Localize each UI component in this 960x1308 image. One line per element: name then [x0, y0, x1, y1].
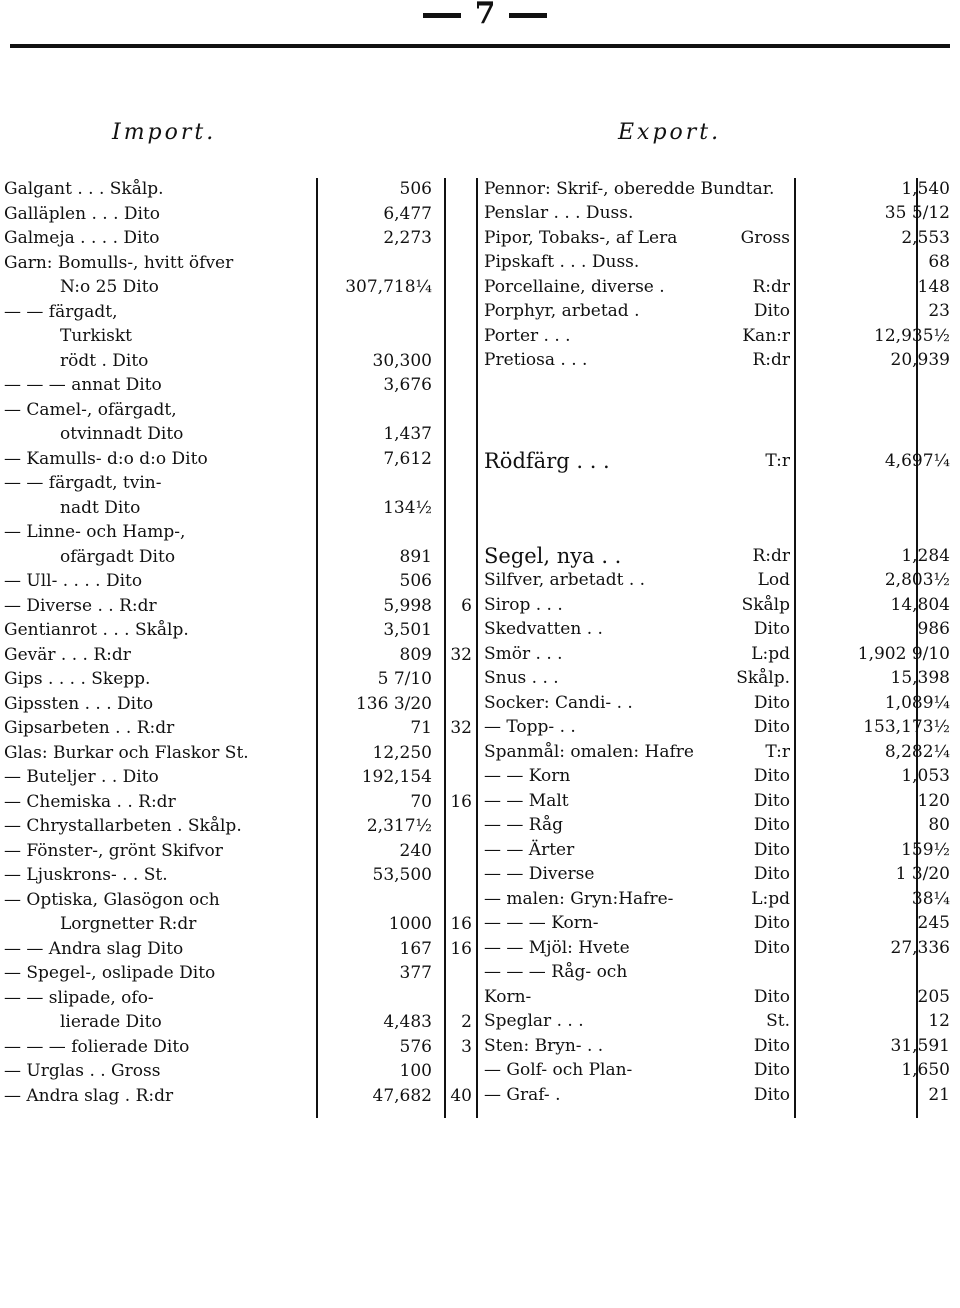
- export-row-item: Snus . . .: [484, 668, 559, 688]
- export-row-unit: Dito: [753, 717, 790, 737]
- import-row-item: — — — folierade Dito: [4, 1036, 190, 1057]
- import-row-value: 136 3/20: [355, 693, 432, 714]
- import-row-item: — Fönster-, grönt Skifvor: [4, 840, 223, 861]
- import-row-value: 134½: [383, 497, 432, 518]
- export-row-unit: Skålp.: [736, 668, 790, 688]
- import-row-value: 1,437: [383, 424, 432, 444]
- import-row-item: Galläplen . . . Dito: [4, 203, 161, 224]
- import-row-value: 3,676: [383, 375, 432, 395]
- import-row-item: ofärgadt Dito: [60, 546, 176, 567]
- import-row-item: nadt Dito: [60, 497, 141, 518]
- export-row-value: 80: [928, 815, 950, 835]
- export-row-item: — — Ärter: [484, 840, 575, 860]
- import-row-extra: 16: [450, 791, 472, 812]
- export-row-unit: Skålp: [741, 595, 790, 615]
- import-row-extra: 32: [450, 718, 472, 738]
- export-row-unit: Dito: [753, 1085, 790, 1105]
- page-number-text: 7: [474, 0, 496, 31]
- import-row-item: rödt . Dito: [60, 350, 149, 371]
- import-row-item: — — färgadt, tvin-: [4, 473, 162, 493]
- export-row-item: Porter . . .: [484, 326, 571, 346]
- import-row-extra: 2: [461, 1012, 472, 1032]
- export-row-item: — — Diverse: [484, 864, 595, 884]
- import-row-value: 7,612: [383, 448, 432, 469]
- export-row-unit: T:r: [765, 742, 790, 762]
- export-row-item: Sirop . . .: [484, 595, 563, 615]
- export-row-unit: Dito: [753, 987, 790, 1007]
- export-row-value: 205: [917, 987, 950, 1007]
- export-row-value: 31,591: [890, 1036, 950, 1056]
- export-row-value: 1,284: [901, 546, 950, 566]
- export-row-item: Sten: Bryn- . .: [484, 1036, 604, 1056]
- export-row-value: 21: [928, 1085, 950, 1105]
- export-row-unit: Kan:r: [742, 326, 790, 346]
- page-number-dash-right: [509, 13, 547, 18]
- import-row-value: 506: [399, 571, 432, 591]
- export-row-unit: Dito: [753, 791, 790, 811]
- export-row-value: 68: [928, 252, 950, 272]
- import-row-value: 5,998: [383, 595, 432, 616]
- import-row-value: 506: [399, 179, 432, 199]
- export-row-value: 14,804: [890, 595, 950, 615]
- export-row-item: — — Råg: [484, 815, 564, 835]
- export-row-value: 1,089¼: [884, 693, 950, 713]
- import-row-value: 71: [410, 718, 432, 738]
- import-row-value: 100: [399, 1061, 432, 1081]
- import-row-value: 2,317½: [366, 816, 432, 836]
- export-row-item: — — — Råg- och: [484, 962, 628, 982]
- import-row-item: Gips . . . . Skepp.: [4, 669, 151, 689]
- import-row-value: 4,483: [383, 1012, 432, 1032]
- export-row-unit: Gross: [740, 228, 790, 248]
- export-row-unit: R:dr: [752, 350, 790, 370]
- import-row-extra: 6: [461, 595, 472, 616]
- export-row-value: 27,336: [890, 938, 950, 958]
- import-row-item: — — färgadt,: [4, 301, 118, 322]
- import-row-item: — Ljuskrons- . . St.: [4, 865, 168, 885]
- export-row-unit: R:dr: [752, 277, 790, 297]
- export-row-unit: L:pd: [751, 644, 790, 664]
- export-row-value: 23: [928, 301, 950, 321]
- export-row-unit: Dito: [753, 938, 790, 958]
- import-row-value: 240: [399, 840, 432, 861]
- import-row-item: Gentianrot . . . Skålp.: [4, 620, 189, 640]
- import-row-item: — Diverse . . R:dr: [4, 595, 157, 616]
- import-row-value: 70: [410, 791, 432, 812]
- export-row-unit: Dito: [753, 913, 790, 933]
- import-row-item: — Spegel-, oslipade Dito: [4, 963, 216, 983]
- import-row-item: — Camel-, ofärgadt,: [4, 399, 177, 420]
- import-row-value: 809: [399, 644, 432, 665]
- export-row-item: — Golf- och Plan-: [484, 1060, 633, 1080]
- import-row-value: 5 7/10: [377, 669, 432, 689]
- export-row-item: Speglar . . .: [484, 1011, 584, 1031]
- export-column-rule-1: [794, 178, 796, 1118]
- import-row-value: 30,300: [372, 350, 432, 371]
- import-row-item: — Kamulls- d:o d:o Dito: [4, 448, 208, 469]
- export-row-item: Penslar . . . Duss.: [484, 203, 634, 223]
- export-row-value: 12: [928, 1011, 950, 1031]
- import-row-value: 1000: [388, 914, 432, 934]
- page-number-dash-left: [423, 13, 461, 18]
- export-row-value: 12,935½: [874, 326, 950, 346]
- export-row-unit: Dito: [753, 619, 790, 639]
- export-row-value: 20,939: [890, 350, 950, 370]
- export-row-value: 1,053: [901, 766, 950, 786]
- import-row-value: 2,273: [383, 228, 432, 248]
- import-row-item: — — Andra slag Dito: [4, 938, 184, 959]
- import-column-rule-3: [476, 178, 478, 1118]
- export-row-item: Porphyr, arbetad .: [484, 301, 640, 321]
- top-rule: [10, 44, 950, 48]
- export-row-unit: Dito: [753, 1036, 790, 1056]
- import-row-item: Garn: Bomulls-, hvitt öfver: [4, 252, 234, 273]
- export-row-unit: Dito: [753, 693, 790, 713]
- import-row-item: — Chemiska . . R:dr: [4, 791, 176, 812]
- export-row-item: — — Malt: [484, 791, 569, 811]
- export-row-value: 2,803½: [884, 570, 950, 590]
- import-row-item: — Optiska, Glasögon och: [4, 889, 220, 910]
- import-row-value: 167: [399, 938, 432, 959]
- export-row-value: 120: [917, 791, 950, 811]
- export-row-item: Skedvatten . .: [484, 619, 603, 639]
- import-row-item: — — — annat Dito: [4, 375, 162, 395]
- export-row-value: 35 5/12: [884, 203, 950, 223]
- export-row-value: 159½: [901, 840, 950, 860]
- export-row-value: 148: [917, 277, 950, 297]
- import-row-value: 891: [399, 546, 432, 567]
- export-row-value: 1,650: [901, 1060, 950, 1080]
- export-row-value: 245: [917, 913, 950, 933]
- import-row-extra: 3: [461, 1036, 472, 1057]
- export-row-item: Rödfärg . . .: [484, 449, 610, 473]
- export-row-unit: Dito: [753, 815, 790, 835]
- import-row-extra: 16: [450, 914, 472, 934]
- import-row-value: 12,250: [372, 742, 432, 763]
- export-row-value: 2,553: [901, 228, 950, 248]
- import-row-item: Gipsarbeten . . R:dr: [4, 718, 175, 738]
- import-row-value: 3,501: [383, 620, 432, 640]
- import-row-value: 6,477: [383, 203, 432, 224]
- export-row-unit: Dito: [753, 301, 790, 321]
- import-row-value: 377: [399, 963, 432, 983]
- import-row-value: 576: [399, 1036, 432, 1057]
- export-row-item: — Graf- .: [484, 1085, 561, 1105]
- import-row-item: Galgant . . . Skålp.: [4, 179, 164, 199]
- export-row-item: Silfver, arbetadt . .: [484, 570, 646, 590]
- import-row-item: — Chrystallarbeten . Skålp.: [4, 816, 242, 836]
- export-row-item: Spanmål: omalen: Hafre: [484, 742, 694, 762]
- import-heading: Import.: [112, 120, 217, 145]
- import-row-item: Galmeja . . . . Dito: [4, 228, 160, 248]
- export-heading: Export.: [618, 120, 722, 145]
- export-row-unit: Dito: [753, 766, 790, 786]
- export-row-item: Korn-: [484, 987, 532, 1007]
- export-row-value: 1,540: [901, 179, 950, 199]
- export-row-unit: Dito: [753, 840, 790, 860]
- import-row-item: lierade Dito: [60, 1012, 162, 1032]
- import-row-item: — Andra slag . R:dr: [4, 1085, 174, 1106]
- export-row-value: 4,697¼: [884, 451, 950, 471]
- import-row-extra: 16: [450, 938, 472, 959]
- import-row-item: Gevär . . . R:dr: [4, 644, 131, 665]
- export-row-item: Pretiosa . . .: [484, 350, 588, 370]
- export-row-unit: R:dr: [752, 546, 790, 566]
- import-row-item: Glas: Burkar och Flaskor St.: [4, 742, 249, 763]
- export-row-item: Pipor, Tobaks-, af Lera: [484, 228, 678, 248]
- import-row-value: 53,500: [372, 865, 432, 885]
- export-row-value: 38¼: [911, 889, 950, 909]
- export-row-value: 1,902 9/10: [857, 644, 950, 664]
- import-row-extra: 32: [450, 644, 472, 665]
- export-row-item: Porcellaine, diverse .: [484, 277, 665, 297]
- import-row-item: Lorgnetter R:dr: [60, 914, 197, 934]
- export-row-unit: St.: [766, 1011, 790, 1031]
- import-row-item: otvinnadt Dito: [60, 424, 184, 444]
- import-row-item: Turkiskt: [60, 326, 133, 346]
- page-number: [400, 0, 570, 31]
- export-row-item: Socker: Candi- . .: [484, 693, 633, 713]
- import-column-rule-1: [316, 178, 318, 1118]
- import-row-item: N:o 25 Dito: [60, 277, 159, 297]
- export-row-unit: Dito: [753, 864, 790, 884]
- export-row-unit: Dito: [753, 1060, 790, 1080]
- export-row-unit: Lod: [757, 570, 790, 590]
- export-row-item: — — — Korn-: [484, 913, 599, 933]
- import-row-value: 47,682: [372, 1085, 432, 1106]
- export-row-item: — — Korn: [484, 766, 571, 786]
- export-row-item: Pennor: Skrif-, oberedde Bundtar.: [484, 179, 775, 199]
- export-row-value: 986: [917, 619, 950, 639]
- import-row-value: 192,154: [361, 767, 432, 787]
- import-row-item: Gipssten . . . Dito: [4, 693, 154, 714]
- import-row-value: 307,718¼: [345, 277, 432, 297]
- export-row-item: — — Mjöl: Hvete: [484, 938, 630, 958]
- export-row-value: 15,398: [890, 668, 950, 688]
- export-row-value: 1 3/20: [895, 864, 950, 884]
- export-row-item: Segel, nya . .: [484, 544, 622, 568]
- export-row-value: 8,282¼: [884, 742, 950, 762]
- export-row-item: — malen: Gryn:Hafre-: [484, 889, 674, 909]
- export-row-item: Smör . . .: [484, 644, 563, 664]
- export-row-value: 153,173½: [863, 717, 950, 737]
- export-row-item: — Topp- . .: [484, 717, 576, 737]
- import-row-extra: 40: [450, 1085, 472, 1106]
- import-row-item: — Ull- . . . . Dito: [4, 571, 143, 591]
- export-row-item: Pipskaft . . . Duss.: [484, 252, 640, 272]
- export-row-unit: L:pd: [751, 889, 790, 909]
- export-row-unit: T:r: [765, 451, 790, 471]
- import-row-item: — — slipade, ofo-: [4, 987, 154, 1008]
- import-row-item: — Linne- och Hamp-,: [4, 522, 186, 542]
- import-row-item: — Urglas . . Gross: [4, 1061, 161, 1081]
- import-row-item: — Buteljer . . Dito: [4, 767, 159, 787]
